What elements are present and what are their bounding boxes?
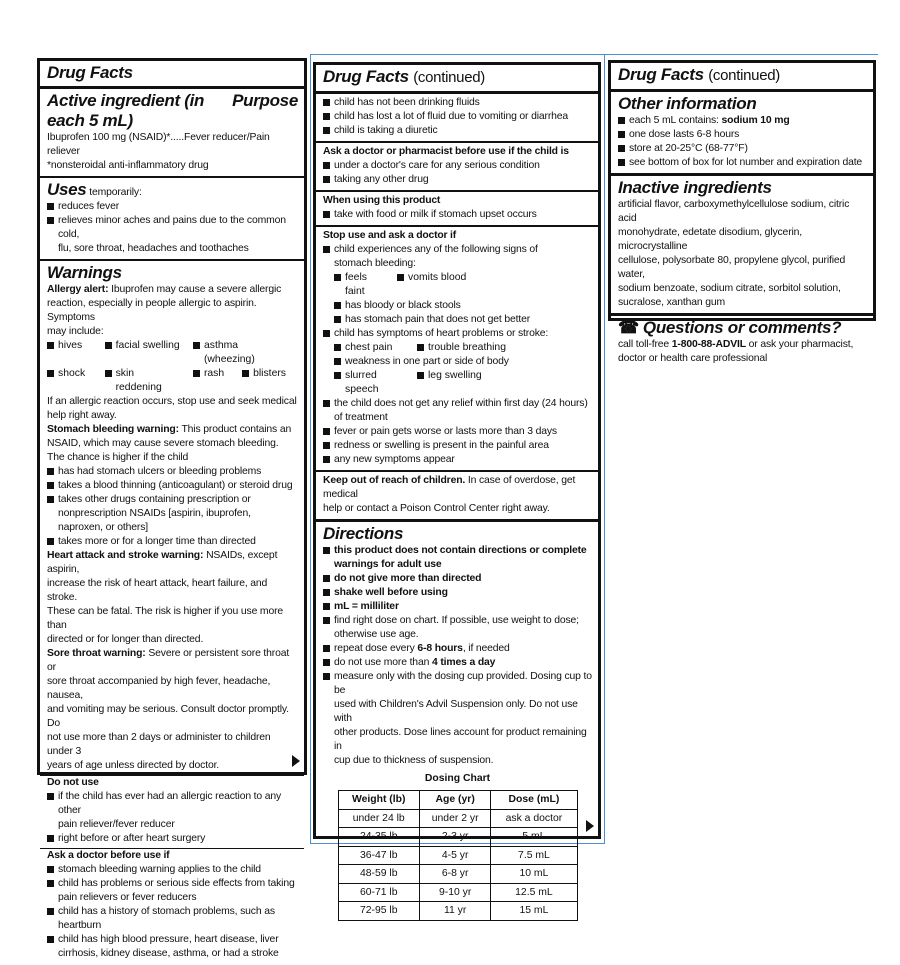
table-cell: 48-59 lb xyxy=(338,865,419,884)
telephone-icon: ☎ xyxy=(618,318,639,337)
inactive-line: artificial flavor, carboxymethylcellulose sodium, citric acid xyxy=(618,199,850,224)
table-cell: 60-71 lb xyxy=(338,883,419,902)
sub-item: chest pain xyxy=(334,341,405,355)
guide-line xyxy=(310,54,311,844)
sub-item: feels faint xyxy=(334,271,385,299)
ask-pharmacist-heading: Ask a doctor or pharmacist before use if the child is xyxy=(323,146,569,157)
list-item: shake well before using xyxy=(323,586,592,600)
keep-out-text: help or contact a Poison Control Center right away. xyxy=(323,503,550,514)
continued-list-section xyxy=(316,94,598,143)
list-item: see bottom of box for lot number and expiration date xyxy=(618,156,867,170)
list-item: take with food or milk if stomach upset occurs xyxy=(323,208,592,222)
allergy-after: If an allergic reaction occurs, stop use and seek medical xyxy=(47,396,297,407)
sub-item: weakness in one part or side of body xyxy=(323,355,592,369)
list-item: child is taking a diuretic xyxy=(323,124,592,138)
stomach-cont: naproxen, or others] xyxy=(58,522,148,533)
drug-facts-panel-3 xyxy=(608,60,876,364)
stop-use-section xyxy=(316,227,598,472)
list-item: stomach bleeding warning applies to the child xyxy=(47,863,298,877)
table-cell: ask a doctor xyxy=(491,809,577,828)
sore-text: sore throat accompanied by high fever, headache, nausea, xyxy=(47,676,271,701)
table-cell: under 24 lb xyxy=(338,809,419,828)
text-bold: 4 times a day xyxy=(431,657,496,668)
table-cell: 2-3 yr xyxy=(419,828,490,847)
list-item-cont: heartburn xyxy=(58,920,102,931)
list-item: find right dose on chart. If possible, use weight to dose; xyxy=(323,614,592,628)
symptom: facial swelling xyxy=(105,339,181,367)
list-item: child has symptoms of heart problems or stroke: xyxy=(323,327,592,341)
list-item xyxy=(323,656,592,670)
heart-text: increase the risk of heart attack, heart failure, and stroke. xyxy=(47,578,268,603)
table-cell: 7.5 mL xyxy=(491,846,577,865)
list-item: do not give more than directed xyxy=(323,572,592,586)
stomach-text: The chance is higher if the child xyxy=(47,452,189,463)
text: do not use more than xyxy=(334,657,430,668)
stop-use-heading: Stop use and ask a doctor if xyxy=(323,230,456,241)
text: repeat dose every xyxy=(334,643,415,654)
questions-section xyxy=(611,316,873,369)
table-row xyxy=(338,865,577,884)
list-item: takes other drugs containing prescription or xyxy=(47,493,298,507)
list-item-cont: stomach bleeding: xyxy=(334,258,416,269)
heart-text: directed or for longer than directed. xyxy=(47,634,204,645)
table-cell: 6-8 yr xyxy=(419,865,490,884)
list-item: this product does not contain directions or complete xyxy=(323,544,592,558)
column-header: Age (yr) xyxy=(419,791,490,810)
drug-facts-panel-1 xyxy=(37,58,307,959)
stomach-label: Stomach bleeding warning: xyxy=(47,424,179,435)
panel-title: Drug Facts xyxy=(47,63,133,82)
list-item: relieves minor aches and pains due to the common cold, xyxy=(47,214,298,242)
list-item-cont: cup due to thickness of suspension. xyxy=(334,755,494,766)
table-cell: 10 mL xyxy=(491,865,577,884)
allergy-text: may include: xyxy=(47,326,104,337)
table-cell: 12.5 mL xyxy=(491,883,577,902)
list-item-cont: warnings for adult use xyxy=(334,559,442,570)
table-row xyxy=(338,902,577,921)
title-section xyxy=(611,63,873,92)
table-cell: 4-5 yr xyxy=(419,846,490,865)
list-item: child experiences any of the following signs of xyxy=(323,243,592,257)
sore-text: years of age unless directed by doctor. xyxy=(47,760,220,771)
symptom: hives xyxy=(47,339,93,367)
symptom: rash xyxy=(193,367,230,395)
table-cell: 11 yr xyxy=(419,902,490,921)
list-item-cont: cirrhosis, kidney disease, asthma, or had a stroke xyxy=(58,948,279,959)
list-item: child has a history of stomach problems, such as xyxy=(47,905,298,919)
list-item: any new symptoms appear xyxy=(323,453,592,467)
list-item: mL = milliliter xyxy=(323,600,592,614)
inactive-ingredients-heading: Inactive ingredients xyxy=(618,178,772,197)
purpose-heading: Purpose xyxy=(232,91,298,110)
symptoms-row xyxy=(47,367,298,395)
text: each 5 mL contains: xyxy=(629,115,719,126)
keep-out-section xyxy=(316,472,598,522)
ask-doctor-section xyxy=(40,848,304,961)
table-row xyxy=(338,883,577,902)
list-item-cont: other products. Dose lines account for product remaining in xyxy=(334,727,587,752)
symptom: asthma (wheezing) xyxy=(193,339,286,367)
panel-title-cont: (continued) xyxy=(413,69,485,86)
list-item-cont: of treatment xyxy=(334,412,388,423)
table-cell: 5 mL xyxy=(491,828,577,847)
call-line: doctor or health care professional xyxy=(618,353,768,364)
sub-item: trouble breathing xyxy=(417,341,506,355)
sore-text: Severe or persistent sore throat or xyxy=(47,648,290,673)
symptoms-row xyxy=(47,339,298,367)
table-cell: under 2 yr xyxy=(419,809,490,828)
list-item: reduces fever xyxy=(47,200,298,214)
list-item: if the child has ever had an allergic reaction to any other xyxy=(47,790,298,818)
list-item: redness or swelling is present in the painful area xyxy=(323,439,592,453)
stomach-text: NSAID, which may cause severe stomach bleeding. xyxy=(47,438,279,449)
panel-title-cont: (continued) xyxy=(708,67,780,84)
allergy-after: help right away. xyxy=(47,410,117,421)
sore-text: not use more than 2 days or administer to children under 3 xyxy=(47,732,271,757)
list-item: child has not been drinking fluids xyxy=(323,96,592,110)
guide-line xyxy=(310,54,878,55)
sub-item: has stomach pain that does not get better xyxy=(323,313,592,327)
nsaid-note: *nonsteroidal anti-inflammatory drug xyxy=(47,160,209,171)
table-cell: 15 mL xyxy=(491,902,577,921)
table-row xyxy=(338,846,577,865)
column-header: Weight (lb) xyxy=(338,791,419,810)
list-item: child has high blood pressure, heart disease, liver xyxy=(47,933,298,947)
text: or ask your pharmacist, xyxy=(748,339,854,350)
heart-row xyxy=(323,341,592,355)
arrow-right-icon xyxy=(292,755,300,767)
directions-section xyxy=(316,522,598,924)
dosing-chart-table xyxy=(338,790,578,921)
list-item-cont: pain relievers or fever reducers xyxy=(58,892,197,903)
arrow-right-icon xyxy=(586,820,594,832)
allergy-text: reaction, especially in people allergic to aspirin. Symptoms xyxy=(47,298,257,323)
list-item: measure only with the dosing cup provided. Dosing cup to be xyxy=(323,670,592,698)
sub-item: has bloody or black stools xyxy=(323,299,592,313)
allergy-text: Ibuprofen may cause a severe allergic xyxy=(111,284,282,295)
text: call toll-free xyxy=(618,339,670,350)
other-information-section xyxy=(611,92,873,176)
list-item: under a doctor's care for any serious condition xyxy=(323,159,592,173)
list-item: takes more or for a longer time than directed xyxy=(47,535,298,549)
guide-line xyxy=(604,54,605,844)
list-item xyxy=(323,642,592,656)
symptom: shock xyxy=(47,367,93,395)
when-using-section xyxy=(316,192,598,227)
sore-text: and vomiting may be serious. Consult doctor promptly. Do xyxy=(47,704,289,729)
list-item: fever or pain gets worse or lasts more than 3 days xyxy=(323,425,592,439)
list-item: the child does not get any relief within first day (24 hours) xyxy=(323,397,592,411)
panel-title: Drug Facts xyxy=(323,67,409,86)
table-cell: 24-35 lb xyxy=(338,828,419,847)
uses-heading: Uses xyxy=(47,180,87,199)
keep-out-label: Keep out of reach of children. xyxy=(323,475,466,486)
list-item: taking any other drug xyxy=(323,173,592,187)
inactive-ingredients-section xyxy=(611,176,873,316)
list-item: one dose lasts 6-8 hours xyxy=(618,128,867,142)
table-cell: 36-47 lb xyxy=(338,846,419,865)
sub-item: slurred speech xyxy=(334,369,405,397)
sub-item: leg swelling xyxy=(417,369,482,397)
other-information-heading: Other information xyxy=(618,94,757,113)
text-bold: 6-8 hours xyxy=(417,643,463,654)
list-item: child has lost a lot of fluid due to vomiting or diarrhea xyxy=(323,110,592,124)
sub-item: vomits blood xyxy=(397,271,466,299)
heart-row xyxy=(323,369,592,397)
active-ingredient-heading: Active ingredient (in each 5 mL) xyxy=(47,91,205,130)
warnings-heading: Warnings xyxy=(47,263,122,282)
stomach-cont: nonprescription NSAIDs [aspirin, ibuprofen, xyxy=(58,508,251,519)
ask-doctor-heading: Ask a doctor before use if xyxy=(47,850,170,861)
heart-text: These can be fatal. The risk is higher if you use more than xyxy=(47,606,284,631)
bleed-row xyxy=(323,271,592,299)
column-header: Dose (mL) xyxy=(491,791,577,810)
directions-heading: Directions xyxy=(323,524,404,543)
title-section xyxy=(316,65,598,94)
title-section xyxy=(40,61,304,89)
ask-pharmacist-section xyxy=(316,143,598,192)
list-item: right before or after heart surgery xyxy=(47,832,298,846)
inactive-line: monohydrate, edetate disodium, glycerin, microcrystalline xyxy=(618,227,803,252)
heart-label: Heart attack and stroke warning: xyxy=(47,550,204,561)
list-item-cont: otherwise use age. xyxy=(334,629,419,640)
uses-intro: temporarily: xyxy=(89,187,142,198)
uses-cont: flu, sore throat, headaches and toothaches xyxy=(58,243,249,254)
text-bold: sodium 10 mg xyxy=(721,115,790,126)
table-cell: 72-95 lb xyxy=(338,902,419,921)
dosing-chart-caption: Dosing Chart xyxy=(424,773,491,784)
table-cell: 9-10 yr xyxy=(419,883,490,902)
inactive-line: sucralose, xanthan gum xyxy=(618,297,726,308)
panel-title: Drug Facts xyxy=(618,65,704,84)
stomach-text: This product contains an xyxy=(181,424,292,435)
questions-heading: Questions or comments? xyxy=(642,318,842,337)
symptom: skin reddening xyxy=(105,367,181,395)
list-item: child has problems or serious side effects from taking xyxy=(47,877,298,891)
drug-facts-panel-2 xyxy=(313,62,601,917)
active-ingredient-section xyxy=(40,89,304,178)
symptom: blisters xyxy=(242,367,286,395)
when-using-heading: When using this product xyxy=(323,195,441,206)
warnings-section xyxy=(40,261,304,965)
list-item: has had stomach ulcers or bleeding problems xyxy=(47,465,298,479)
do-not-use-heading: Do not use xyxy=(47,777,99,788)
list-item-cont: pain reliever/fever reducer xyxy=(58,819,175,830)
inactive-line: sodium benzoate, sodium citrate, sorbitol solution, xyxy=(618,283,841,294)
list-item: store at 20-25°C (68-77°F) xyxy=(618,142,867,156)
allergy-label: Allergy alert: xyxy=(47,284,109,295)
text: , if needed xyxy=(462,643,510,654)
list-item-cont: used with Children's Advil Suspension only. Do not use with xyxy=(334,699,578,724)
do-not-use-section xyxy=(40,775,304,846)
uses-section xyxy=(40,178,304,261)
sore-label: Sore throat warning: xyxy=(47,648,146,659)
table-row xyxy=(338,828,577,847)
table-row xyxy=(338,809,577,828)
keep-out-text: In case of overdose, get medical xyxy=(323,475,576,500)
heart-text: NSAIDs, except aspirin, xyxy=(47,550,278,575)
list-item: takes a blood thinning (anticoagulant) or steroid drug xyxy=(47,479,298,493)
list-item xyxy=(618,114,867,128)
ingredient-line: Ibuprofen 100 mg (NSAID)*.....Fever reducer/Pain reliever xyxy=(47,132,270,157)
phone-number[interactable]: 1-800-88-ADVIL xyxy=(671,339,746,350)
inactive-line: cellulose, polysorbate 80, propylene glycol, purified water, xyxy=(618,255,846,280)
table-header-row xyxy=(338,791,577,810)
